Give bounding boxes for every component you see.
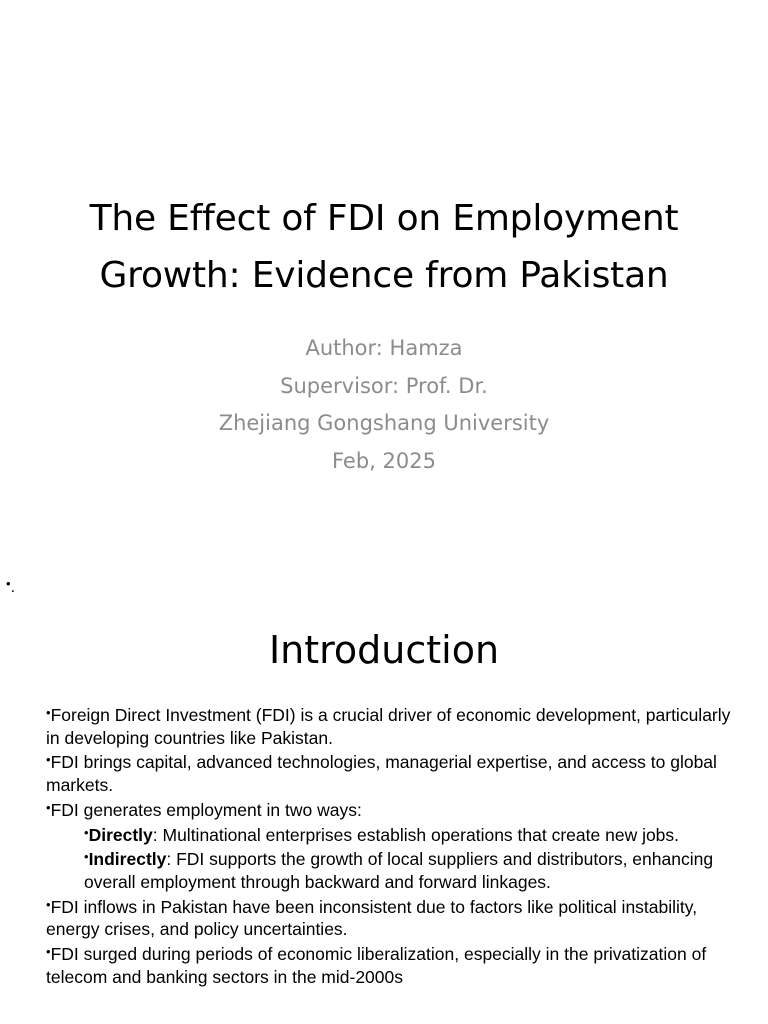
- bullet-icon: •: [46, 752, 51, 768]
- bullet-icon: •: [84, 849, 89, 865]
- sub-bullet-item: [46, 822, 746, 847]
- bullet-item: [46, 702, 746, 749]
- bullet-text: FDI generates employment in two ways:: [50, 799, 362, 820]
- bullet-icon: •: [46, 944, 51, 960]
- bullet-icon: •: [46, 896, 51, 912]
- stray-text: .: [10, 579, 16, 596]
- bullet-icon: •: [46, 799, 51, 815]
- bullet-text: Foreign Direct Investment (FDI) is a crucial driver of economic development, particularly in developing countries like Pakistan.: [46, 705, 731, 748]
- slide-title-line: Growth: Evidence from Pakistan: [99, 255, 669, 296]
- bullet-item: [46, 894, 746, 941]
- bullet-text: FDI surged during periods of economic liberalization, especially in the privatization of telecom and banking sectors in the mid-2000s: [46, 944, 707, 987]
- bullet-item: [46, 749, 746, 796]
- bullet-text: : Multinational enterprises establish operations that create new jobs.: [152, 824, 680, 845]
- bullet-list: [46, 702, 746, 988]
- bullet-bold-text: Directly: [88, 824, 153, 845]
- bullet-icon: •: [84, 824, 89, 840]
- slide-subtitle: [40, 330, 728, 480]
- stray-bullet: [6, 574, 15, 598]
- supervisor-line: Supervisor: Prof. Dr.: [280, 373, 488, 398]
- date-line: Feb, 2025: [332, 448, 436, 473]
- bullet-item: [46, 941, 746, 988]
- bullet-icon: •: [6, 576, 11, 591]
- bullet-text: FDI inflows in Pakistan have been inconsistent due to factors like political instability, energy crises, and policy uncertainties.: [46, 896, 698, 940]
- bullet-text: FDI brings capital, advanced technologies, managerial expertise, and access to global markets.: [46, 752, 717, 796]
- sub-bullet-item: [46, 846, 746, 893]
- bullet-icon: •: [46, 705, 51, 720]
- bullet-item: [46, 797, 746, 822]
- slide-title: [40, 190, 728, 304]
- bullet-bold-text: Indirectly: [88, 849, 167, 870]
- slide-title-line: The Effect of FDI on Employment: [89, 198, 679, 239]
- bullet-text: : FDI supports the growth of local suppliers and distributors, enhancing overall employment through backward and forward linkages.: [84, 849, 714, 892]
- section-heading: Introduction: [268, 628, 500, 672]
- university-line: Zhejiang Gongshang University: [218, 411, 550, 435]
- author-line: Author: Hamza: [305, 336, 463, 360]
